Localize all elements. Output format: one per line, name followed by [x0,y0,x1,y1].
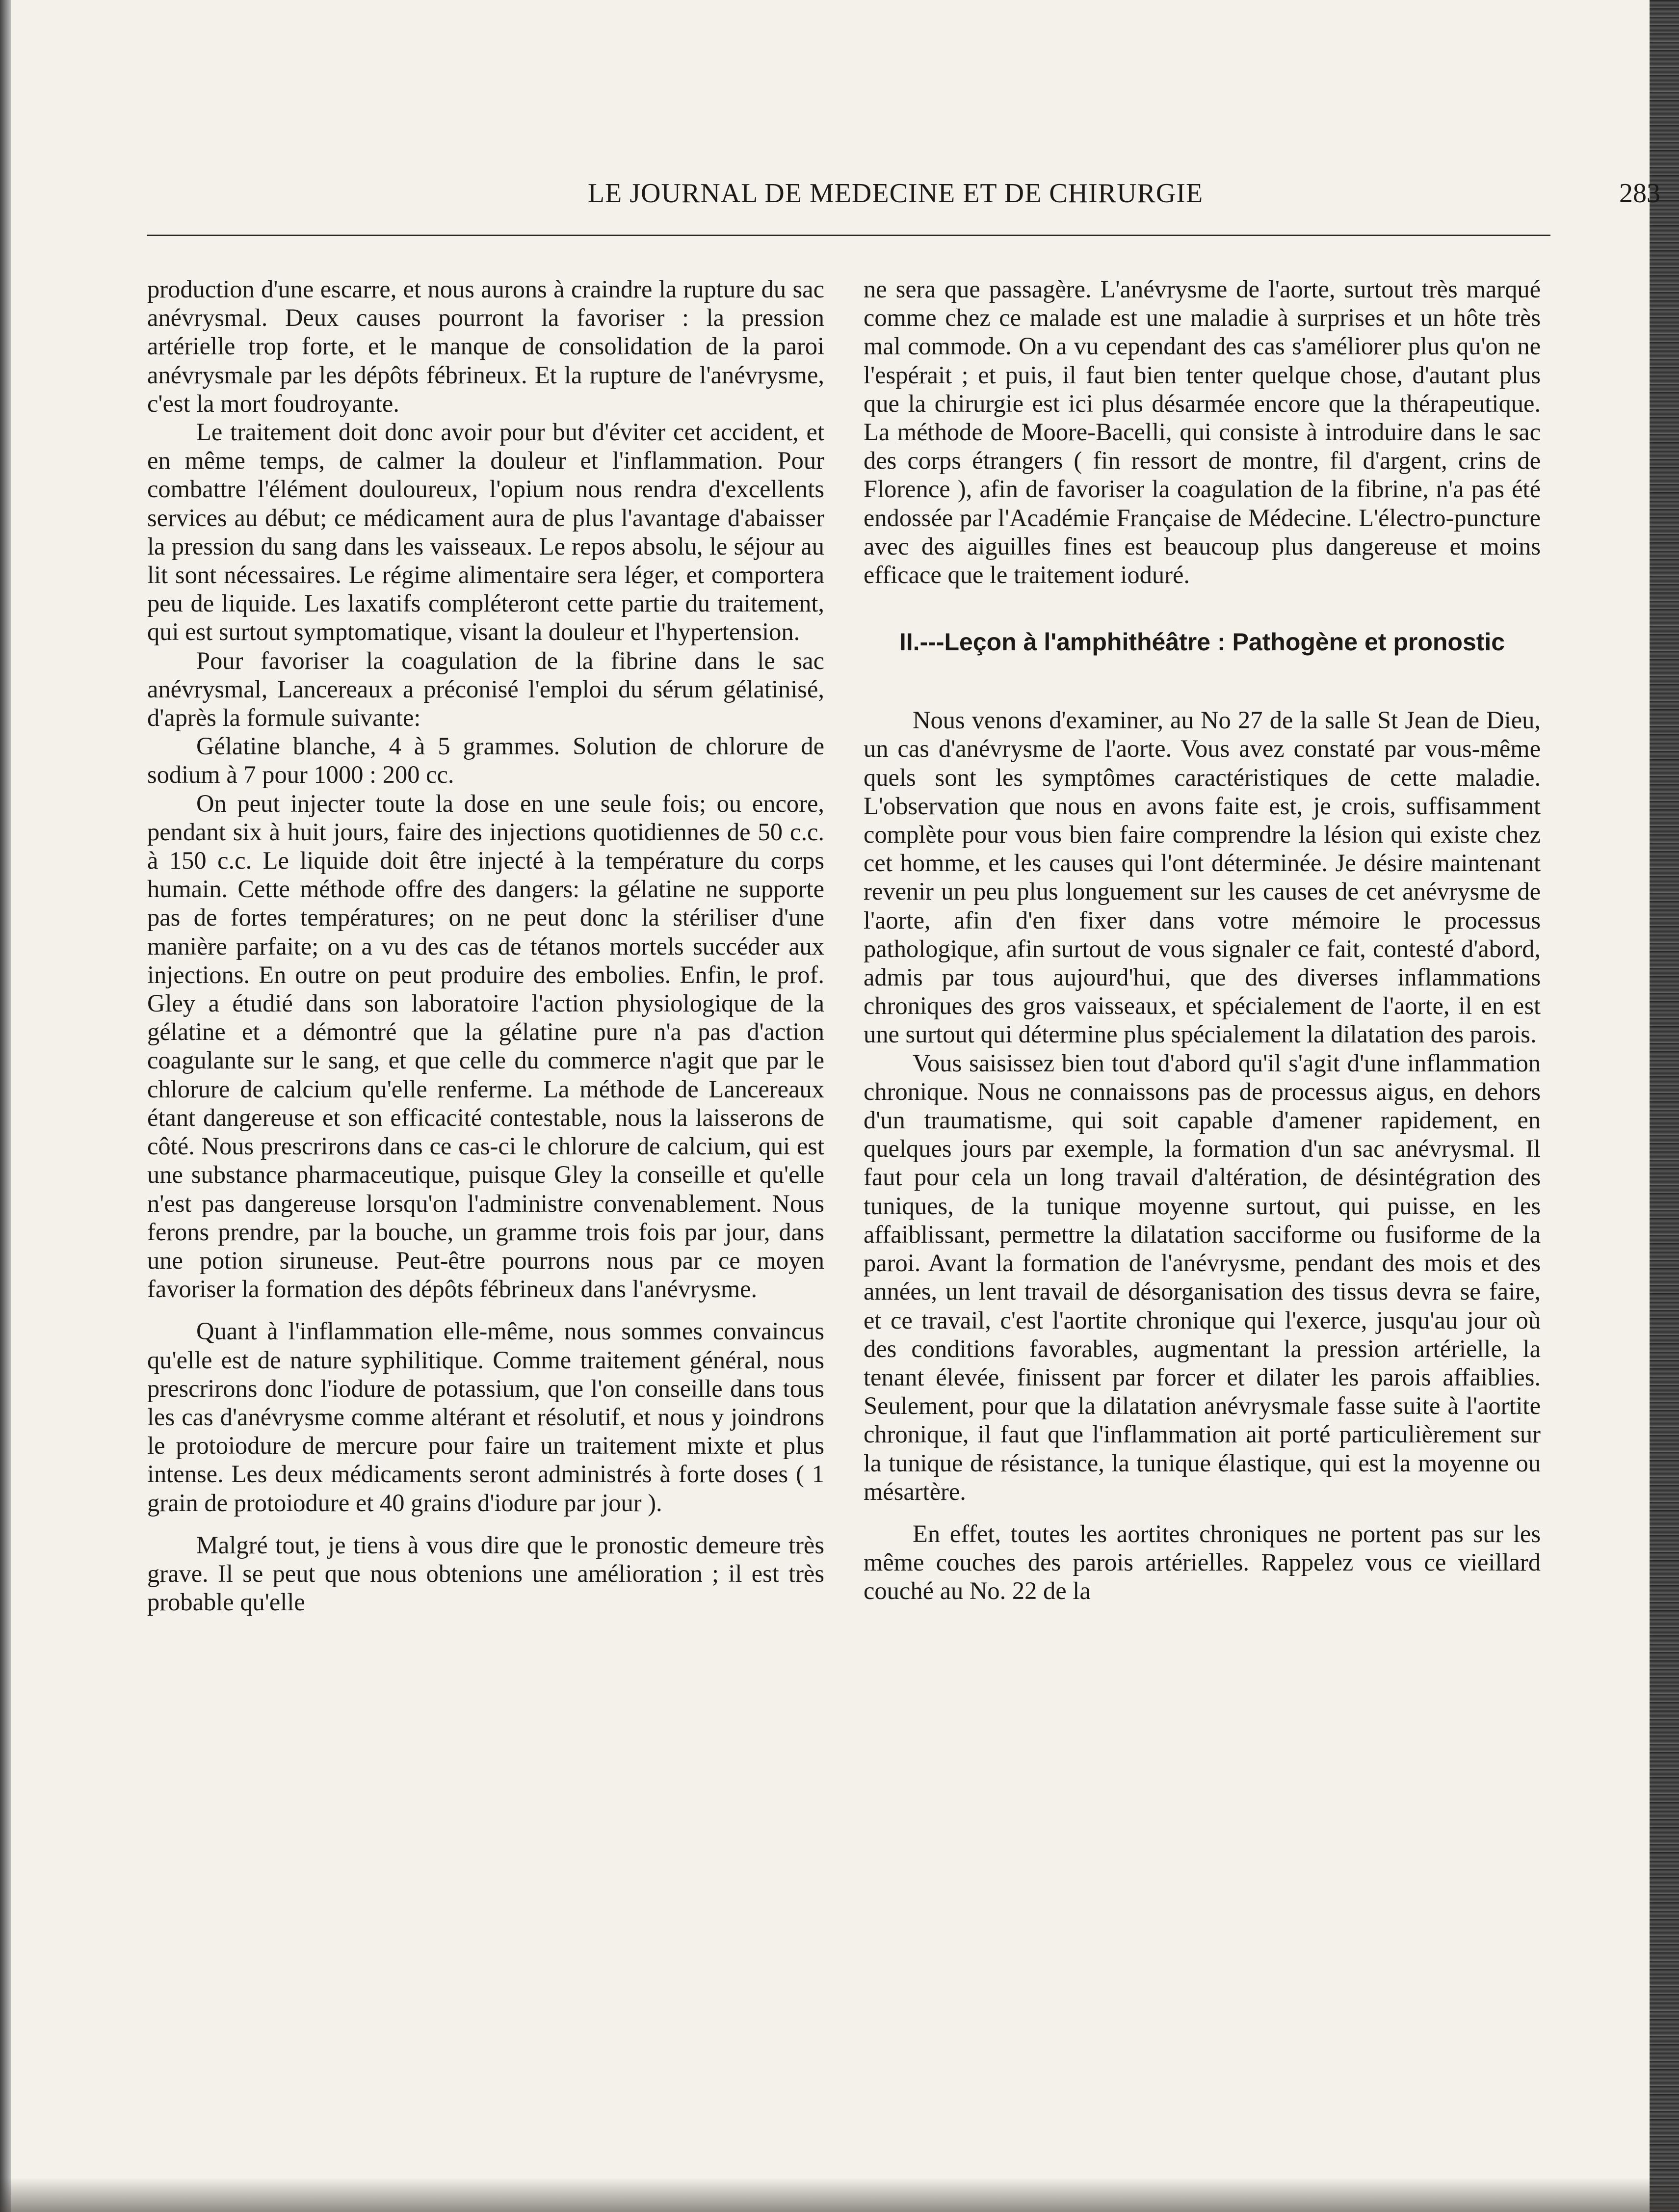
paragraph: On peut injecter toute la dose en une seule fois; ou encore, pendant six à huit jours, faire des injections quotidiennes de 50 c.c. à 150 c.c. Le liquide doit être injecté à la température du corps humain. Cette méthode offre des dangers: la gélatine ne supporte pas de fortes températures; on ne peut donc la stériliser d'une manière parfaite; on a vu des cas de tétanos mortels succéder aux injections. En outre on peut produire des embolies. Enfin, le prof. Gley a étudié dans son laboratoire l'action physiologique de la gélatine et a démontré que la gélatine pure n'a pas d'action coagulante sur le sang, et que celle du commerce n'agit que par le chlorure de calcium qu'elle renferme. La méthode de Lancereaux étant dangereuse et son efficacité contestable, nous la laisserons de côté. Nous prescrirons dans ce cas-ci le chlorure de calcium, qui est une substance pharmaceutique, puisque Gley la conseille et qu'elle n'est pas dangereuse lorsqu'on l'administre convenablement. Nous ferons prendre, par la bouche, un gramme trois fois par jour, dans une potion siruneuse. Peut-être pourrons nous par ce moyen favoriser la formation des dépôts fébrineux dans l'anévrysme. [147,789,824,1303]
paragraph: ne sera que passagère. L'anévrysme de l'aorte, surtout très marqué comme chez ce malade est une maladie à surprises et un hôte très mal commode. On a vu cependant des cas s'améliorer plus qu'on ne l'espérait ; et puis, il faut bien tenter quelque chose, d'autant plus que la chirurgie est ici plus désarmée encore que la thérapeutique. La méthode de Moore-Bacelli, qui consiste à introduire dans le sac des corps étrangers ( fin ressort de montre, fil d'argent, crins de Florence ), afin de favoriser la coagulation de la fibrine, n'a pas été endossée par l'Académie Française de Médecine. L'électro-puncture avec des aiguilles fines est beaucoup plus dangereuse et moins efficace que le traitement ioduré. [864,275,1541,589]
paragraph: Quant à l'inflammation elle-même, nous sommes convaincus qu'elle est de nature syphilitique. Comme traitement général, nous prescrirons donc l'iodure de potassium, que l'on conseille dans tous les cas d'anévrysme comme altérant et résolutif, et nous y joindrons le protoiodure de mercure pour faire un traitement mixte et plus intense. Les deux médicaments seront administrés à forte doses ( 1 grain de protoiodure et 40 grains d'iodure par jour ). [147,1317,824,1517]
running-header: LE JOURNAL DE MEDECINE ET DE CHIRURGIE [587,178,1204,209]
scan-left-edge [0,0,11,2212]
paragraph: Pour favoriser la coagulation de la fibrine dans le sac anévrysmal, Lancereaux a préconisé l'emploi du sérum gélatinisé, d'après la formule suivante: [147,646,824,732]
right-column [864,275,1541,1605]
paragraph: En effet, toutes les aortites chroniques ne portent pas sur les même couches des parois artérielles. Rappelez vous ce vieillard couché au No. 22 de la [864,1519,1541,1605]
header-rule [147,235,1550,236]
paragraph: production d'une escarre, et nous aurons à craindre la rupture du sac anévrysmal. Deux causes pourront la favoriser : la pression artérielle trop forte, et le manque de consolidation de la paroi anévrysmale par les dépôts fébrineux. Et la rupture de l'anévrysme, c'est la mort foudroyante. [147,275,824,417]
formula-paragraph: Gélatine blanche, 4 à 5 grammes. Solution de chlorure de sodium à 7 pour 1000 : 200 cc. [147,732,824,789]
scan-bottom-shadow [0,2178,1679,2212]
page-number: 283 [1619,178,1660,209]
paragraph: Le traitement doit donc avoir pour but d'éviter cet accident, et en même temps, de calmer la douleur et l'inflammation. Pour combattre l'élément douloureux, l'opium nous rendra d'excellents services au début; ce médicament aura de plus l'avantage d'abaisser la pression du sang dans les vaisseaux. Le repos absolu, le séjour au lit sont nécessaires. Le régime alimentaire sera léger, et comportera peu de liquide. Les laxatifs compléteront cette partie du traitement, qui est surtout symptomatique, visant la douleur et l'hypertension. [147,418,824,646]
paragraph: Vous saisissez bien tout d'abord qu'il s'agit d'une inflammation chronique. Nous ne connaissons pas de processus aigus, en dehors d'un traumatisme, qui soit capable d'amener rapidement, en quelques jours par exemple, la formation d'un sac anévrysmal. Il faut pour cela un long travail d'altération, de désintégration des tuniques, de la tunique moyenne surtout, qui puisse, en les affaiblissant, permettre la dilatation sacciforme ou fusiforme de la paroi. Avant la formation de l'anévrysme, pendant des mois et des années, un lent travail de désorganisation des tissus devra se faire, et ce travail, c'est l'aortite chronique qui l'exerce, jusqu'au jour où des conditions favorables, augmentant la pression artérielle, la tenant élevée, finissent par forcer et dilater les parois affaiblies. Seulement, pour que la dilatation anévrysmale fasse suite à l'aortite chronique, il faut que l'inflammation ait porté particulièrement sur la tunique de résistance, la tunique élastique, qui est la moyenne ou mésartère. [864,1049,1541,1505]
paragraph: Malgré tout, je tiens à vous dire que le pronostic demeure très grave. Il se peut que nous obtenions une amélioration ; il est très probable qu'elle [147,1531,824,1616]
scan-binding-edge [1650,0,1679,2212]
section-heading: II.---Leçon à l'amphithéâtre : Pathogène et pronostic [899,628,1505,656]
left-column [147,275,824,1616]
paragraph: Nous venons d'examiner, au No 27 de la salle St Jean de Dieu, un cas d'anévrysme de l'aorte. Vous avez constaté par vous-même quels sont les symptômes caractéristiques de cette maladie. L'observation que nous en avons faite est, je crois, suffisamment complète pour vous bien faire comprendre la lésion qui existe chez cet homme, et les causes qui l'ont déterminée. Je désire maintenant revenir un peu plus longuement sur les causes de cet anévrysme de l'aorte, afin d'en fixer dans votre mémoire le processus pathologique, afin surtout de vous signaler ce fait, contesté d'abord, admis par tous aujourd'hui, que des diverses inflammations chroniques des gros vaisseaux, et spécialement de l'aorte, il en est une surtout qui détermine plus spécialement la dilatation des parois. [864,706,1541,1048]
